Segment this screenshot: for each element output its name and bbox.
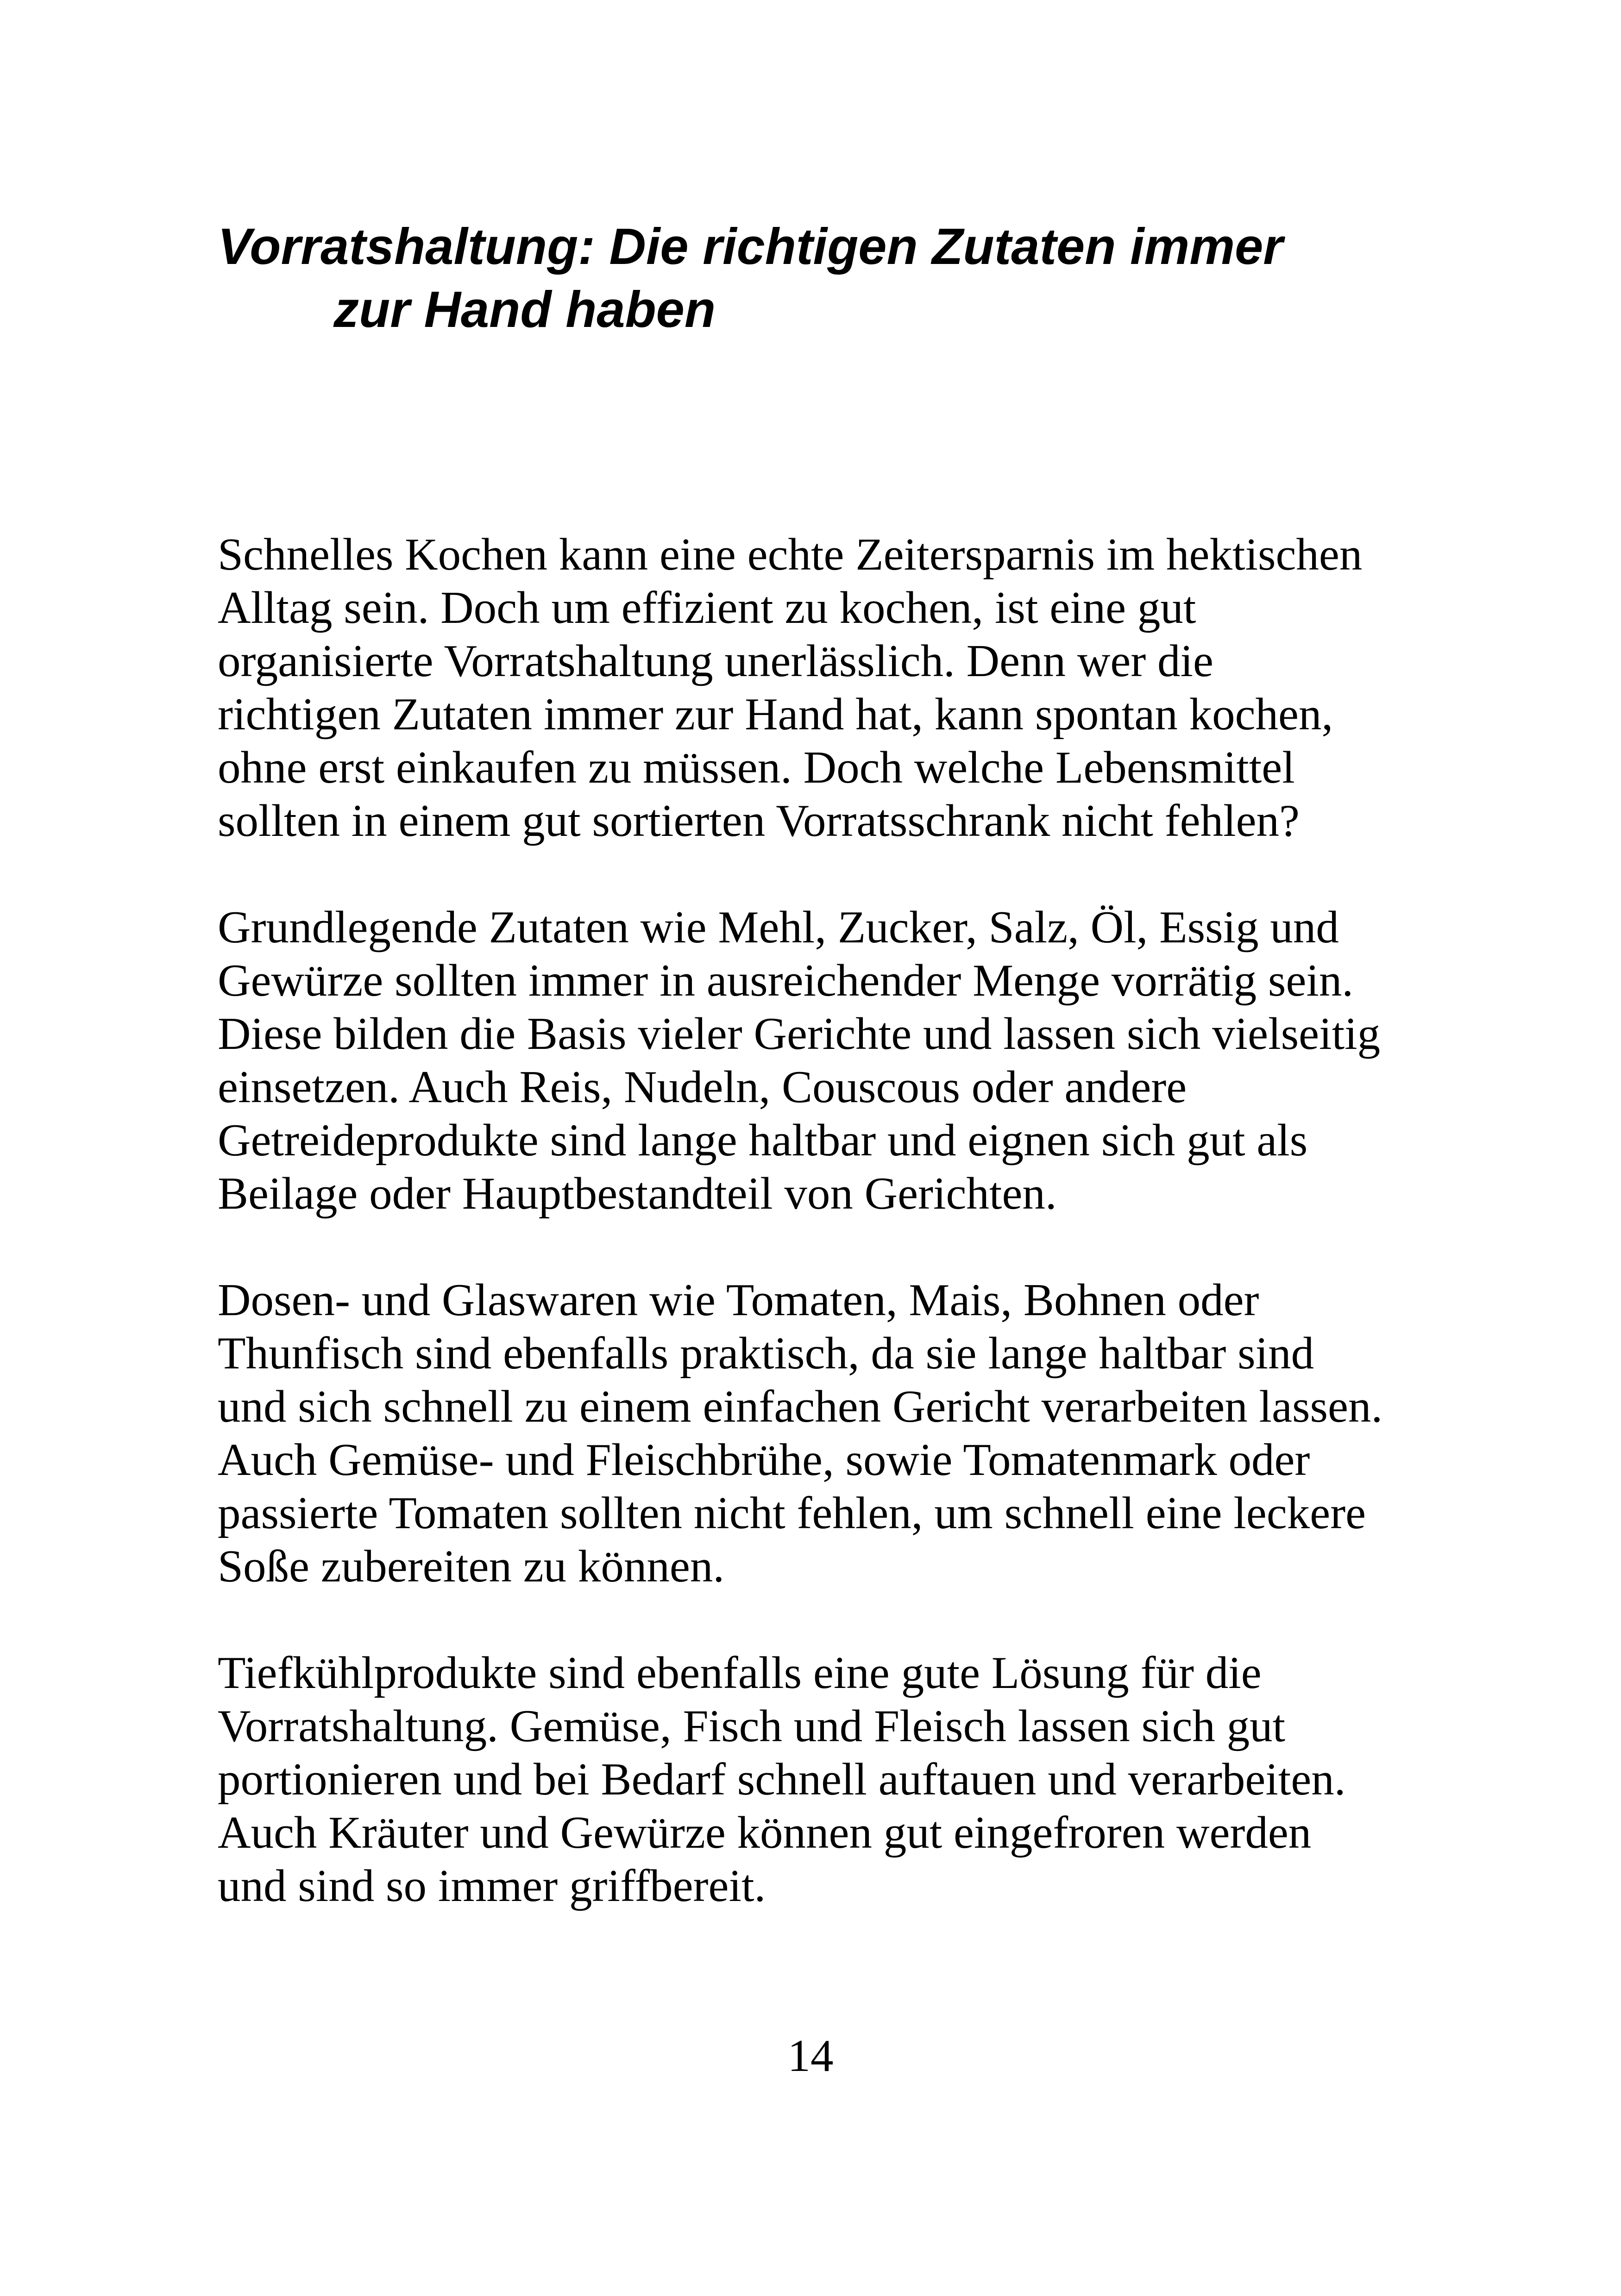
text-line: Alltag sein. Doch um effizient zu kochen, ist eine gut [218,583,1196,633]
text-line: und sich schnell zu einem einfachen Gericht verarbeiten lassen. [218,1381,1383,1432]
text-line: richtigen Zutaten immer zur Hand hat, kann spontan kochen, [218,689,1333,740]
paragraph [218,528,1422,847]
text-line: ohne erst einkaufen zu müssen. Doch welche Lebensmittel [218,742,1295,793]
text-line: Diese bilden die Basis vieler Gerichte und lassen sich vielseitig [218,1009,1381,1059]
text-line: Gewürze sollten immer in ausreichender Menge vorrätig sein. [218,955,1354,1006]
text-line: Tiefkühlprodukte sind ebenfalls eine gute Lösung für die [218,1648,1262,1698]
text-line: Auch Gemüse- und Fleischbrühe, sowie Tomatenmark oder [218,1435,1310,1485]
text-line: Thunfisch sind ebenfalls praktisch, da sie lange haltbar sind [218,1328,1314,1379]
paragraph [218,1273,1422,1593]
chapter-title-line: Vorratshaltung: Die richtigen Zutaten immer [218,218,1283,275]
text-line: Dosen- und Glaswaren wie Tomaten, Mais, Bohnen oder [218,1275,1259,1325]
text-line: portionieren und bei Bedarf schnell auftauen und verarbeiten. [218,1754,1346,1805]
text-line: organisierte Vorratshaltung unerlässlich. Denn wer die [218,636,1213,686]
page-number: 14 [787,2031,834,2081]
paragraph [218,1646,1422,1913]
text-line: Schnelles Kochen kann eine echte Zeitersparnis im hektischen [218,529,1363,580]
text-line: Beilage oder Hauptbestandteil von Gerichten. [218,1168,1057,1219]
text-line: Getreideprodukte sind lange haltbar und eignen sich gut als [218,1115,1308,1166]
text-line: einsetzen. Auch Reis, Nudeln, Couscous oder andere [218,1062,1187,1112]
text-line: Grundlegende Zutaten wie Mehl, Zucker, Salz, Öl, Essig und [218,902,1339,953]
text-line: und sind so immer griffbereit. [218,1861,766,1911]
text-line: Soße zubereiten zu können. [218,1541,725,1592]
body-text [218,528,1422,1966]
text-line: passierte Tomaten sollten nicht fehlen, um schnell eine leckere [218,1488,1366,1538]
text-line: Auch Kräuter und Gewürze können gut eingefroren werden [218,1807,1312,1858]
chapter-title-line: zur Hand haben [333,281,716,338]
text-line: Vorratshaltung. Gemüse, Fisch und Fleisch lassen sich gut [218,1701,1286,1751]
chapter-title [218,215,1422,341]
text-line: sollten in einem gut sortierten Vorratsschrank nicht fehlen? [218,796,1300,846]
paragraph [218,901,1422,1220]
